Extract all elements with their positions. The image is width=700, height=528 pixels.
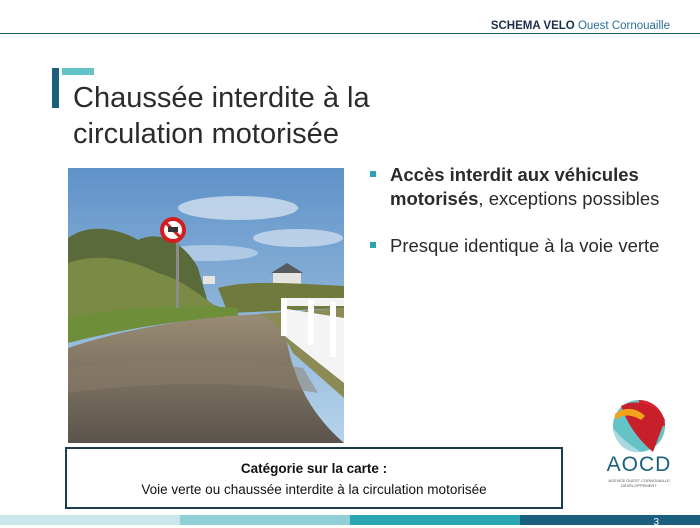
footer-segment: [520, 515, 700, 525]
title-accent-bar: [52, 68, 59, 108]
bullet-marker: [370, 171, 376, 177]
bullet-item: [370, 163, 670, 211]
bullet-item: [370, 234, 670, 258]
footer-bar: [0, 515, 700, 525]
slide-title-line1: Chaussée interdite à la: [73, 82, 370, 114]
footer-segment: [0, 515, 180, 525]
bullet-text: , exceptions possibles: [478, 188, 660, 209]
slide-title: [73, 80, 453, 152]
bullet-list: [370, 163, 670, 281]
logo-subtitle-line1: AGENCE OUEST CORNOUAILLE: [608, 478, 670, 483]
header-brand-bold: SCHEMA VELO: [490, 20, 575, 32]
bullet-text: Presque identique à la voie verte: [390, 235, 660, 256]
footer-segment: [350, 515, 520, 525]
logo-subtitle-line2: DÉVELOPPEMENT: [621, 483, 657, 488]
slide-title-line2: circulation motorisée: [73, 118, 339, 150]
header-divider: [0, 33, 700, 34]
title-accent-tab: [62, 68, 94, 75]
header-brand: [491, 20, 670, 32]
page-number: 3: [653, 517, 659, 528]
category-title: Catégorie sur la carte :: [240, 461, 388, 476]
bullet-bold-text: Accès interdit aux véhicules motorisés: [390, 164, 639, 209]
category-value: Voie verte ou chaussée interdite à la circulation motorisée: [141, 482, 487, 497]
header-brand-light: Ouest Cornouaille: [574, 20, 670, 32]
logo-subtitle: [601, 478, 677, 488]
category-box: [65, 447, 563, 509]
bullet-marker: [370, 242, 376, 248]
footer-segment: [180, 515, 350, 525]
logo-name: AOCD: [606, 453, 672, 476]
road-photo: [68, 168, 344, 443]
